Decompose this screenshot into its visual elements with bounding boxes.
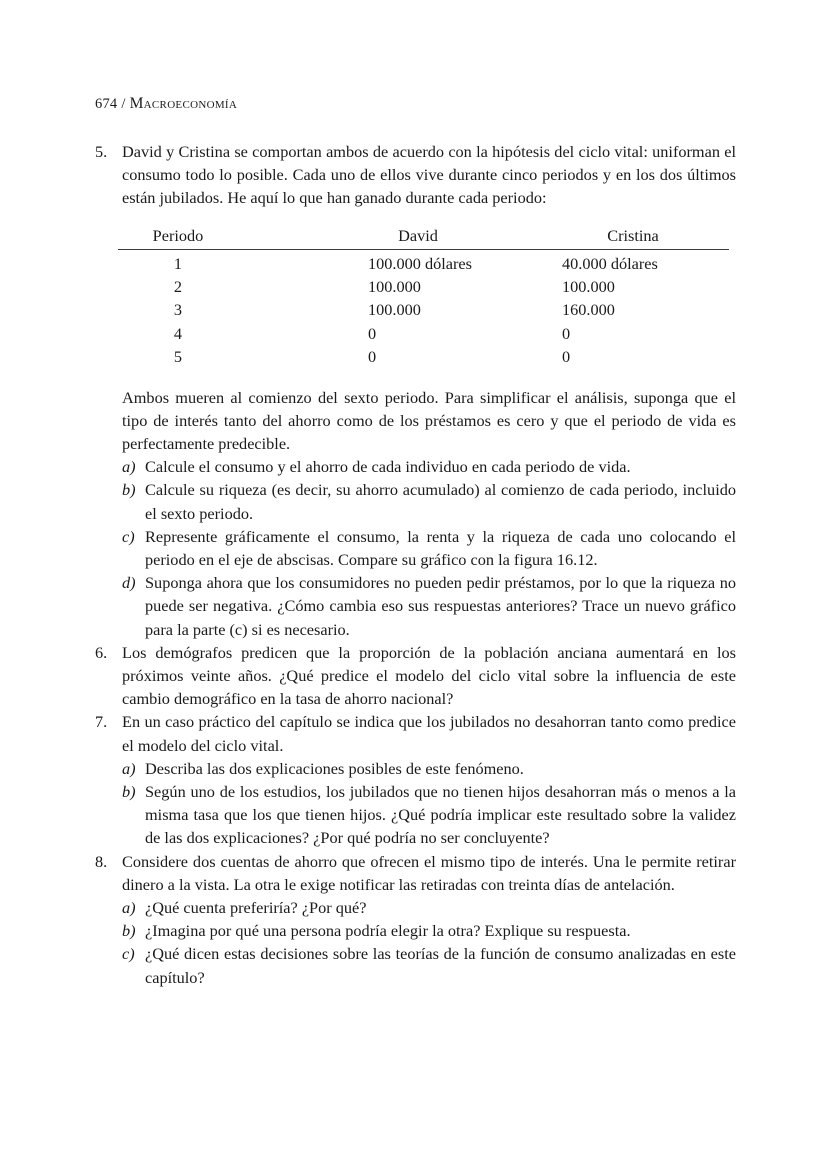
- subitem-text: ¿Qué cuenta preferiría? ¿Por qué?: [145, 898, 367, 918]
- subitem-5a: [95, 455, 736, 478]
- subitem-7b: [95, 780, 736, 850]
- table-top-spacer: [95, 210, 736, 224]
- body-column: [95, 140, 736, 989]
- table-cell-periodo: 1: [173, 253, 183, 273]
- exercise-marker: 6.: [95, 642, 108, 662]
- subitem-text: Calcule su riqueza (es decir, su ahorro acumulado) al comienzo de cada periodo, incluido el sexto periodo.: [145, 480, 736, 523]
- subitem-marker: a): [122, 457, 136, 477]
- table-cell-periodo: 2: [173, 277, 183, 296]
- table-cell-david: 100.000: [368, 300, 421, 320]
- running-head-separator: /: [121, 96, 126, 112]
- subitem-text: Según uno de los estudios, los jubilados que no tienen hijos desahorran más o menos a la misma tasa que los que tienen hijos. ¿Qué podría implicar este resultado sobre la validez de las dos explicaciones? ¿Por qué podría no ser concluyente?: [145, 782, 736, 848]
- subitem-marker: a): [122, 758, 136, 778]
- exercise-item-7: [95, 710, 736, 756]
- page-folio: 674: [95, 96, 118, 112]
- subitem-8c: [95, 942, 736, 988]
- table-cell-david: 100.000: [368, 277, 421, 296]
- table-row: [118, 298, 729, 321]
- table-header-david: David: [398, 225, 438, 245]
- table-cell-david: 0: [368, 323, 377, 343]
- subitem-marker: d): [122, 573, 136, 593]
- subitem-text: Represente gráficamente el consumo, la renta y la riqueza de cada uno colocando el periodo en el eje de abscisas. Compare su gráfico con la figura 16.12.: [145, 526, 736, 569]
- subitem-text: Suponga ahora que los consumidores no pueden pedir préstamos, por lo que la riqueza no puede ser negativa. ¿Cómo cambia eso sus respuestas anteriores? Trace un nuevo gráfico para la parte (c) si es necesario.: [145, 573, 736, 639]
- subitem-5b: [95, 478, 736, 524]
- subitem-7a: [95, 757, 736, 780]
- table-bottom-spacer: [95, 369, 736, 386]
- subitem-marker: b): [122, 921, 136, 941]
- exercise-5-continuation: Ambos mueren al comienzo del sexto periodo. Para simplificar el análisis, suponga que el tipo de interés tanto del ahorro como de los préstamos es cero y que el periodo de vida es perfectamente predecible.: [122, 387, 736, 453]
- table-cell-cristina: 100.000: [562, 277, 615, 296]
- subitem-8a: [95, 896, 736, 919]
- table-row: [118, 345, 729, 368]
- subitem-5c: [95, 525, 736, 571]
- table-cell-cristina: 40.000 dólares: [562, 253, 658, 273]
- exercise-marker: 5.: [95, 142, 108, 161]
- subitem-5d: [95, 571, 736, 641]
- book-title: Macroeconomía: [129, 95, 238, 112]
- subitem-text: Describa las dos explicaciones posibles de este fenómeno.: [145, 758, 524, 778]
- running-head: [95, 95, 237, 113]
- subitem-text: ¿Qué dicen estas decisiones sobre las teorías de la función de consumo analizadas en este capítulo?: [145, 944, 736, 987]
- table-cell-david: 100.000 dólares: [368, 253, 472, 273]
- exercise-text: Los demógrafos predicen que la proporción de la población anciana aumentará en los próximos veinte años. ¿Qué predice el modelo del ciclo vital sobre la influencia de este cambio demográfico en la tasa de ahorro nacional?: [122, 642, 736, 709]
- table-cell-cristina: 0: [562, 347, 571, 367]
- subitem-marker: b): [122, 782, 136, 802]
- subitem-text: Calcule el consumo y el ahorro de cada individuo en cada periodo de vida.: [145, 457, 631, 477]
- subitem-marker: b): [122, 480, 136, 500]
- exercise-item-6: [95, 641, 736, 711]
- table-header-rule: [118, 249, 729, 250]
- table-row: [118, 275, 729, 298]
- subitem-marker: a): [122, 898, 136, 918]
- subitem-8b: [95, 919, 736, 942]
- table-cell-david: 0: [368, 347, 377, 367]
- exercise-text: Considere dos cuentas de ahorro que ofrecen el mismo tipo de interés. Una le permite retirar dinero a la vista. La otra le exige notificar las retiradas con treinta días de antelación.: [122, 851, 736, 894]
- table-cell-periodo: 5: [173, 347, 183, 367]
- table-cell-periodo: 3: [173, 300, 183, 320]
- subitem-marker: c): [122, 944, 135, 964]
- exercise-text: En un caso práctico del capítulo se indica que los jubilados no desahorran tanto como predice el modelo del ciclo vital.: [122, 712, 736, 755]
- table-cell-cristina: 0: [562, 323, 571, 343]
- exercise-item-5: [95, 140, 736, 210]
- subitem-marker: c): [122, 526, 135, 546]
- table-header-row: [118, 224, 729, 248]
- table-header-periodo: Periodo: [152, 225, 204, 245]
- table-row: [118, 252, 729, 275]
- exercise-marker: 8.: [95, 851, 108, 871]
- exercise-marker: 7.: [95, 712, 108, 732]
- exercise-text: David y Cristina se comportan ambos de acuerdo con la hipótesis del ciclo vital: uniforman el consumo todo lo posible. Cada uno de ellos vive durante cinco periodos y en los dos últimos están jubilados. He aquí lo que han ganado durante cada periodo:: [122, 142, 736, 208]
- table-row: [118, 322, 729, 345]
- earnings-table: [118, 224, 729, 369]
- table-cell-cristina: 160.000: [562, 300, 615, 320]
- exercise-item-8: [95, 850, 736, 896]
- table-header-cristina: Cristina: [607, 225, 659, 245]
- subitem-text: ¿Imagina por qué una persona podría elegir la otra? Explique su respuesta.: [145, 921, 631, 941]
- table-cell-periodo: 4: [173, 323, 183, 343]
